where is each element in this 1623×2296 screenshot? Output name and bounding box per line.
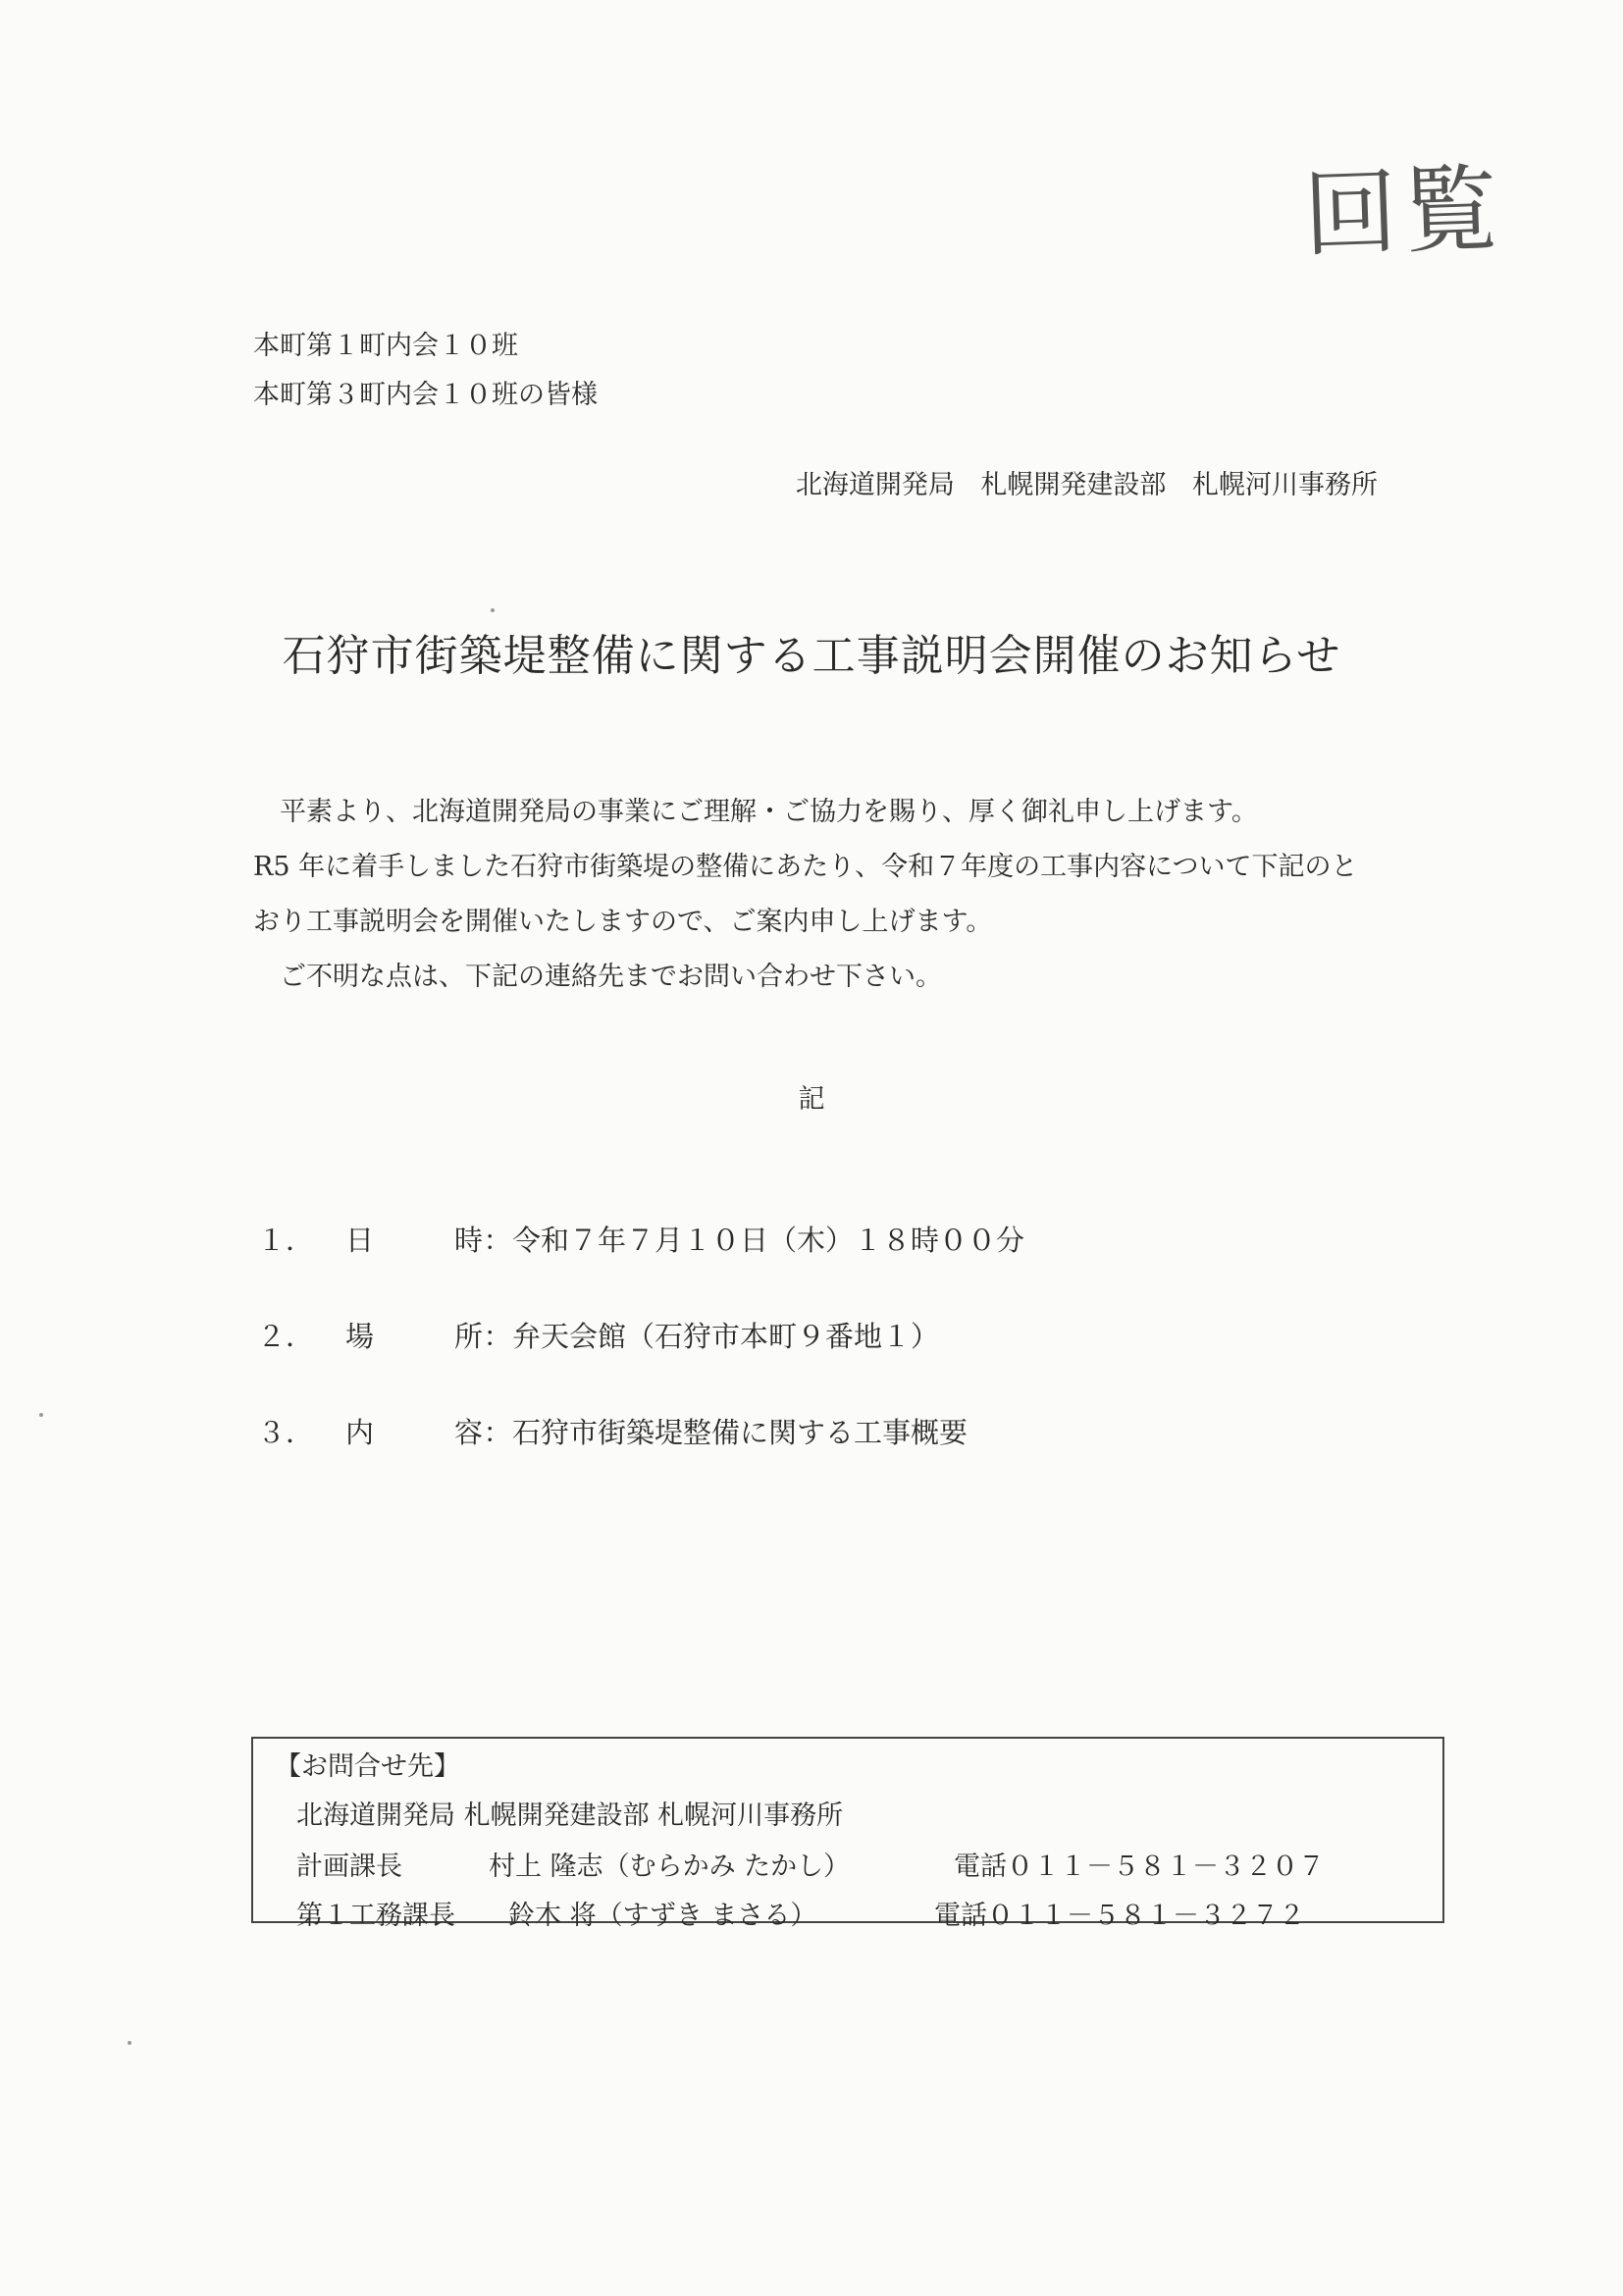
detail-item-place: ２． 場 所 ： 弁天会館（石狩市本町９番地１） bbox=[257, 1315, 939, 1355]
item-label: 日 時 bbox=[345, 1224, 483, 1257]
body-paragraph-3: ご不明な点は、下記の連絡先までお問い合わせ下さい。 bbox=[280, 962, 942, 992]
item-value: 令和７年７月１０日（木）１８時００分 bbox=[512, 1224, 1025, 1257]
ki-heading: 記 bbox=[798, 1084, 825, 1115]
sender: 北海道開発局 札幌開発建設部 札幌河川事務所 bbox=[795, 470, 1378, 500]
body-paragraph-1: 平素より、北海道開発局の事業にご理解・ご協力を賜り、厚く御礼申し上げます。 bbox=[280, 797, 1258, 827]
contact-phone: 電話０１１－５８１－３２７２ bbox=[934, 1901, 1305, 1931]
scan-speck bbox=[491, 608, 495, 612]
body-paragraph-2: R5 年に着手しました石狩市街築堤の整備にあたり、令和７年度の工事内容について下記のとおり工事説明会を開催いたしますので、ご案内申し上げます。 bbox=[253, 852, 1358, 937]
detail-item-content: ３． 内 容 ： 石狩市街築堤整備に関する工事概要 bbox=[257, 1411, 968, 1451]
contact-name: 村上 隆志（むらかみ たかし） bbox=[489, 1852, 851, 1882]
item-number: ３． bbox=[257, 1416, 315, 1449]
contact-person-1 bbox=[296, 1845, 1325, 1883]
addressee-line-1: 本町第１町内会１０班 bbox=[253, 331, 518, 361]
scan-speck bbox=[39, 1413, 43, 1417]
document-title: 石狩市街築堤整備に関する工事説明会開催のお知らせ bbox=[282, 631, 1341, 681]
contact-heading: 【お問合せ先】 bbox=[275, 1751, 460, 1782]
contact-office: 北海道開発局 札幌開発建設部 札幌河川事務所 bbox=[296, 1800, 844, 1831]
contact-phone: 電話０１１－５８１－３２０７ bbox=[954, 1852, 1325, 1882]
contact-role: 計画課長 bbox=[296, 1852, 402, 1882]
item-label: 場 所 bbox=[345, 1320, 483, 1353]
contact-role: 第１工務課長 bbox=[296, 1901, 455, 1931]
body-text bbox=[253, 785, 1382, 1005]
scan-speck bbox=[128, 2041, 131, 2045]
contact-person-2 bbox=[296, 1894, 1305, 1932]
item-number: ２． bbox=[257, 1320, 315, 1353]
kairan-stamp: 回覧 bbox=[1301, 153, 1506, 271]
addressee-line-2: 本町第３町内会１０班の皆様 bbox=[253, 380, 598, 410]
item-number: １． bbox=[257, 1224, 315, 1257]
item-label: 内 容 bbox=[345, 1416, 483, 1449]
contact-name: 鈴木 将（すずき まさる） bbox=[508, 1901, 817, 1931]
detail-item-datetime: １． 日 時 ： 令和７年７月１０日（木）１８時００分 bbox=[257, 1219, 1024, 1259]
item-value: 弁天会館（石狩市本町９番地１） bbox=[512, 1320, 940, 1353]
item-value: 石狩市街築堤整備に関する工事概要 bbox=[512, 1416, 969, 1449]
